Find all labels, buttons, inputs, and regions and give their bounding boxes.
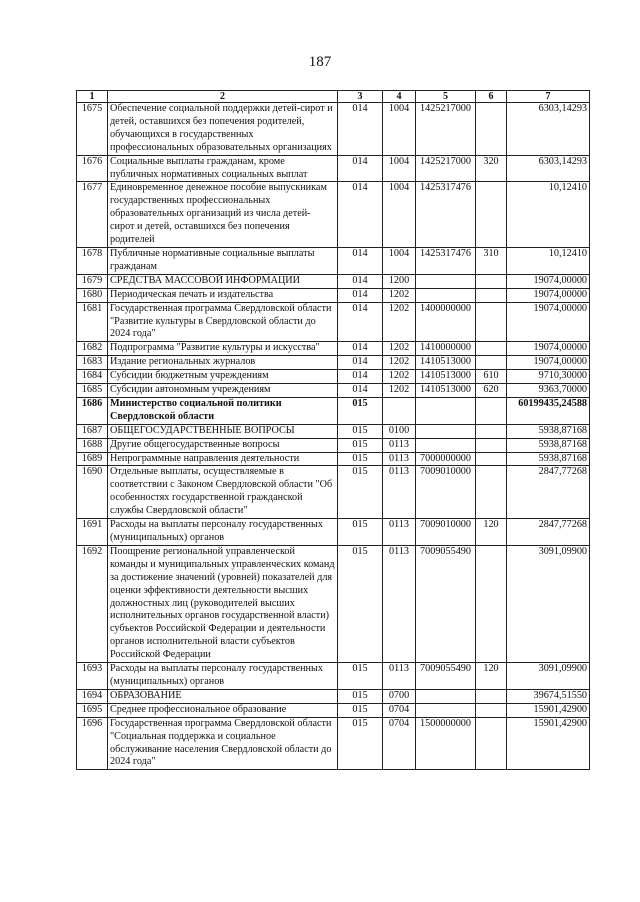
row-name: Расходы на выплаты персоналу государственных (муниципальных) органов xyxy=(108,519,338,546)
row-section-code: 1202 xyxy=(383,342,416,356)
row-expense-type xyxy=(476,274,507,288)
row-amount: 60199435,24588 xyxy=(507,397,590,424)
table-row xyxy=(77,274,590,288)
table-row xyxy=(77,452,590,466)
row-ministry-code: 014 xyxy=(338,103,383,156)
table-row xyxy=(77,424,590,438)
row-section-code: 1004 xyxy=(383,155,416,182)
table-row xyxy=(77,689,590,703)
row-target-code xyxy=(416,397,476,424)
row-target-code: 1410000000 xyxy=(416,342,476,356)
table-row xyxy=(77,717,590,770)
row-section-code xyxy=(383,397,416,424)
row-expense-type xyxy=(476,302,507,342)
row-target-code xyxy=(416,438,476,452)
row-section-code: 0100 xyxy=(383,424,416,438)
row-target-code: 7009010000 xyxy=(416,466,476,519)
row-target-code xyxy=(416,274,476,288)
row-name: Единовременное денежное пособие выпускникам государственных профессиональных образовательных организаций из числа детей-сирот и детей, оставшихся без попечения родителей xyxy=(108,182,338,248)
row-target-code: 7009010000 xyxy=(416,519,476,546)
row-target-code: 1425217000 xyxy=(416,155,476,182)
row-ministry-code: 014 xyxy=(338,155,383,182)
row-expense-type xyxy=(476,545,507,662)
table-row xyxy=(77,155,590,182)
table-header-row xyxy=(77,91,590,103)
row-target-code: 1410513000 xyxy=(416,356,476,370)
header-col-2: 2 xyxy=(108,91,338,103)
row-number: 1683 xyxy=(77,356,108,370)
row-expense-type xyxy=(476,356,507,370)
row-expense-type xyxy=(476,397,507,424)
row-name: Государственная программа Свердловской области "Социальная поддержка и социальное обслуживание населения Свердловской области до 2024 года" xyxy=(108,717,338,770)
row-amount: 15901,42900 xyxy=(507,703,590,717)
header-col-6: 6 xyxy=(476,91,507,103)
row-number: 1684 xyxy=(77,370,108,384)
row-target-code: 7009055490 xyxy=(416,545,476,662)
row-amount: 3091,09900 xyxy=(507,663,590,690)
row-section-code: 0113 xyxy=(383,438,416,452)
row-expense-type xyxy=(476,466,507,519)
row-amount: 6303,14293 xyxy=(507,155,590,182)
table-row xyxy=(77,519,590,546)
row-number: 1696 xyxy=(77,717,108,770)
row-number: 1695 xyxy=(77,703,108,717)
row-section-code: 0113 xyxy=(383,545,416,662)
row-name: ОБРАЗОВАНИЕ xyxy=(108,689,338,703)
row-expense-type xyxy=(476,103,507,156)
row-section-code: 1202 xyxy=(383,302,416,342)
header-col-1: 1 xyxy=(77,91,108,103)
row-name: Подпрограмма "Развитие культуры и искусства" xyxy=(108,342,338,356)
row-section-code: 0700 xyxy=(383,689,416,703)
row-target-code: 1500000000 xyxy=(416,717,476,770)
row-target-code xyxy=(416,424,476,438)
row-section-code: 1004 xyxy=(383,103,416,156)
row-number: 1679 xyxy=(77,274,108,288)
row-amount: 10,12410 xyxy=(507,182,590,248)
row-target-code xyxy=(416,703,476,717)
row-ministry-code: 014 xyxy=(338,288,383,302)
row-ministry-code: 015 xyxy=(338,689,383,703)
row-target-code: 7000000000 xyxy=(416,452,476,466)
row-expense-type xyxy=(476,689,507,703)
table-row xyxy=(77,103,590,156)
row-section-code: 0113 xyxy=(383,452,416,466)
row-target-code xyxy=(416,689,476,703)
row-expense-type xyxy=(476,424,507,438)
table-row xyxy=(77,663,590,690)
row-number: 1690 xyxy=(77,466,108,519)
header-col-7: 7 xyxy=(507,91,590,103)
row-amount: 5938,87168 xyxy=(507,438,590,452)
row-ministry-code: 015 xyxy=(338,663,383,690)
page-number: 187 xyxy=(308,54,332,70)
budget-table xyxy=(76,90,590,770)
row-ministry-code: 015 xyxy=(338,466,383,519)
row-section-code: 0113 xyxy=(383,466,416,519)
row-name: Публичные нормативные социальные выплаты гражданам xyxy=(108,247,338,274)
row-ministry-code: 014 xyxy=(338,342,383,356)
table-row xyxy=(77,288,590,302)
row-section-code: 1202 xyxy=(383,384,416,398)
header-col-5: 5 xyxy=(416,91,476,103)
row-amount: 19074,00000 xyxy=(507,342,590,356)
row-name: Субсидии автономным учреждениям xyxy=(108,384,338,398)
row-number: 1694 xyxy=(77,689,108,703)
row-number: 1681 xyxy=(77,302,108,342)
row-expense-type xyxy=(476,717,507,770)
row-section-code: 0113 xyxy=(383,519,416,546)
row-target-code: 1425217000 xyxy=(416,103,476,156)
row-number: 1688 xyxy=(77,438,108,452)
row-number: 1692 xyxy=(77,545,108,662)
row-section-code: 0704 xyxy=(383,703,416,717)
row-amount: 39674,51550 xyxy=(507,689,590,703)
row-ministry-code: 015 xyxy=(338,397,383,424)
row-amount: 2847,77268 xyxy=(507,519,590,546)
row-expense-type xyxy=(476,342,507,356)
row-name: Поощрение региональной управленческой команды и муниципальных управленческих команд за достижение значений (уровней) показателей для оценки эффективности деятельности высших должностных лиц (руководителей высших исполнительных органов государственной власти) субъектов Российской Федерации и деятельности органов исполнительной власти субъектов Российской Федерации xyxy=(108,545,338,662)
row-amount: 3091,09900 xyxy=(507,545,590,662)
row-name: ОБЩЕГОСУДАРСТВЕННЫЕ ВОПРОСЫ xyxy=(108,424,338,438)
row-section-code: 1200 xyxy=(383,274,416,288)
row-name: Издание региональных журналов xyxy=(108,356,338,370)
table-row xyxy=(77,466,590,519)
row-target-code: 1425317476 xyxy=(416,247,476,274)
row-target-code: 7009055490 xyxy=(416,663,476,690)
table-row xyxy=(77,384,590,398)
row-expense-type: 120 xyxy=(476,663,507,690)
row-expense-type: 120 xyxy=(476,519,507,546)
row-ministry-code: 014 xyxy=(338,247,383,274)
row-section-code: 1202 xyxy=(383,370,416,384)
row-ministry-code: 015 xyxy=(338,519,383,546)
row-ministry-code: 014 xyxy=(338,274,383,288)
row-expense-type xyxy=(476,288,507,302)
row-target-code xyxy=(416,288,476,302)
table-row xyxy=(77,438,590,452)
row-number: 1675 xyxy=(77,103,108,156)
row-amount: 15901,42900 xyxy=(507,717,590,770)
row-ministry-code: 015 xyxy=(338,424,383,438)
row-name: Социальные выплаты гражданам, кроме публичных нормативных социальных выплат xyxy=(108,155,338,182)
table-row xyxy=(77,545,590,662)
row-name: Непрограммные направления деятельности xyxy=(108,452,338,466)
row-amount: 19074,00000 xyxy=(507,288,590,302)
row-ministry-code: 014 xyxy=(338,370,383,384)
row-number: 1689 xyxy=(77,452,108,466)
row-amount: 10,12410 xyxy=(507,247,590,274)
table-row xyxy=(77,342,590,356)
table-row xyxy=(77,356,590,370)
row-ministry-code: 014 xyxy=(338,356,383,370)
row-name: Расходы на выплаты персоналу государственных (муниципальных) органов xyxy=(108,663,338,690)
row-section-code: 1202 xyxy=(383,356,416,370)
table-row xyxy=(77,370,590,384)
table-row xyxy=(77,703,590,717)
row-ministry-code: 015 xyxy=(338,438,383,452)
row-expense-type: 310 xyxy=(476,247,507,274)
row-ministry-code: 014 xyxy=(338,182,383,248)
row-target-code: 1400000000 xyxy=(416,302,476,342)
row-target-code: 1410513000 xyxy=(416,384,476,398)
row-name: Государственная программа Свердловской области "Развитие культуры в Свердловской области до 2024 года" xyxy=(108,302,338,342)
row-target-code: 1425317476 xyxy=(416,182,476,248)
row-amount: 19074,00000 xyxy=(507,356,590,370)
row-amount: 19074,00000 xyxy=(507,274,590,288)
table-row xyxy=(77,397,590,424)
table-row xyxy=(77,182,590,248)
row-expense-type xyxy=(476,438,507,452)
row-section-code: 1004 xyxy=(383,247,416,274)
header-col-3: 3 xyxy=(338,91,383,103)
row-ministry-code: 014 xyxy=(338,384,383,398)
row-section-code: 1202 xyxy=(383,288,416,302)
table-row xyxy=(77,302,590,342)
row-ministry-code: 015 xyxy=(338,717,383,770)
row-expense-type: 320 xyxy=(476,155,507,182)
row-name: Другие общегосударственные вопросы xyxy=(108,438,338,452)
row-number: 1686 xyxy=(77,397,108,424)
row-name: Среднее профессиональное образование xyxy=(108,703,338,717)
row-name: Субсидии бюджетным учреждениям xyxy=(108,370,338,384)
row-ministry-code: 015 xyxy=(338,452,383,466)
row-ministry-code: 014 xyxy=(338,302,383,342)
row-amount: 9363,70000 xyxy=(507,384,590,398)
row-expense-type: 610 xyxy=(476,370,507,384)
row-number: 1676 xyxy=(77,155,108,182)
row-amount: 6303,14293 xyxy=(507,103,590,156)
row-ministry-code: 015 xyxy=(338,703,383,717)
row-name: Отдельные выплаты, осуществляемые в соответствии с Законом Свердловской области "Об особенностях государственной гражданской службы Свердловской области" xyxy=(108,466,338,519)
row-expense-type xyxy=(476,452,507,466)
row-number: 1680 xyxy=(77,288,108,302)
row-amount: 2847,77268 xyxy=(507,466,590,519)
row-amount: 5938,87168 xyxy=(507,452,590,466)
row-number: 1693 xyxy=(77,663,108,690)
row-name: Министерство социальной политики Свердловской области xyxy=(108,397,338,424)
row-number: 1685 xyxy=(77,384,108,398)
row-ministry-code: 015 xyxy=(338,545,383,662)
row-target-code: 1410513000 xyxy=(416,370,476,384)
row-expense-type xyxy=(476,703,507,717)
row-number: 1677 xyxy=(77,182,108,248)
row-number: 1682 xyxy=(77,342,108,356)
row-section-code: 1004 xyxy=(383,182,416,248)
header-col-4: 4 xyxy=(383,91,416,103)
row-expense-type: 620 xyxy=(476,384,507,398)
table-row xyxy=(77,247,590,274)
row-number: 1687 xyxy=(77,424,108,438)
row-name: СРЕДСТВА МАССОВОЙ ИНФОРМАЦИИ xyxy=(108,274,338,288)
row-amount: 5938,87168 xyxy=(507,424,590,438)
row-section-code: 0113 xyxy=(383,663,416,690)
row-amount: 19074,00000 xyxy=(507,302,590,342)
row-section-code: 0704 xyxy=(383,717,416,770)
row-expense-type xyxy=(476,182,507,248)
row-amount: 9710,30000 xyxy=(507,370,590,384)
row-name: Обеспечение социальной поддержки детей-сирот и детей, оставшихся без попечения родителей, обучающихся в государственных профессиональных образовательных организациях xyxy=(108,103,338,156)
row-number: 1678 xyxy=(77,247,108,274)
row-name: Периодическая печать и издательства xyxy=(108,288,338,302)
row-number: 1691 xyxy=(77,519,108,546)
